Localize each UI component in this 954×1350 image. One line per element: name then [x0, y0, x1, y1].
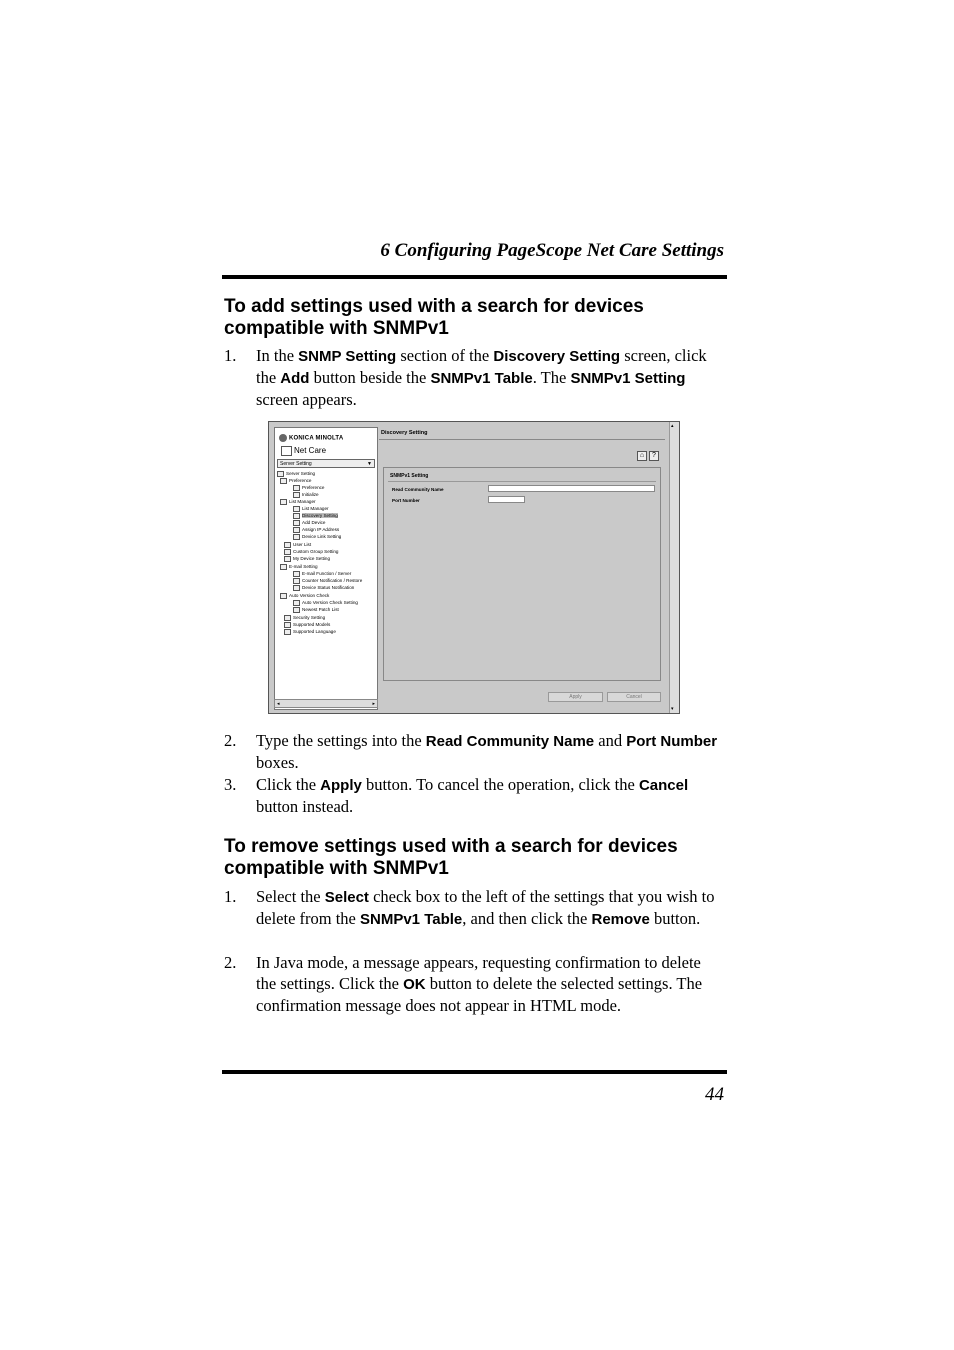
- tree-item[interactable]: E-mail Setting: [280, 564, 318, 570]
- panel-title: Discovery Setting: [381, 430, 428, 436]
- tree-item[interactable]: Add Device: [293, 520, 326, 526]
- tree-item[interactable]: Device Status Notification: [293, 585, 354, 591]
- product-logo: Net Care: [281, 446, 326, 456]
- port-number-input[interactable]: [488, 496, 525, 503]
- tree-item[interactable]: Custom Group Setting: [284, 549, 338, 555]
- page-icon: [293, 527, 300, 533]
- horizontal-scrollbar[interactable]: [274, 699, 378, 708]
- page-icon: [293, 571, 300, 577]
- tree-item[interactable]: Preference: [293, 485, 324, 491]
- page-icon: [293, 585, 300, 591]
- header-rule: [222, 275, 727, 279]
- tree-item[interactable]: Server Setting: [277, 471, 315, 477]
- page-icon: [293, 534, 300, 540]
- scroll-left-icon[interactable]: ◂: [277, 701, 280, 707]
- vertical-scrollbar[interactable]: [669, 422, 679, 713]
- tree-item[interactable]: Device Link Setting: [293, 534, 341, 540]
- brand-logo: KONICA MINOLTA: [279, 434, 343, 442]
- divider: [388, 481, 656, 482]
- page-icon: [293, 492, 300, 498]
- content-pane: [379, 427, 667, 710]
- tree-item[interactable]: Auto Version Check: [280, 593, 329, 599]
- scroll-up-icon[interactable]: ▴: [671, 423, 674, 429]
- tree-item-selected[interactable]: Discovery Setting: [293, 513, 338, 519]
- tree-item[interactable]: User List: [284, 542, 311, 548]
- page-icon: [293, 485, 300, 491]
- section1-step-1: 1. In the SNMP Setting section of the Discovery Setting screen, click the Add button beside the SNMPv1 Table. The SNMPv1 Setting screen appears.: [224, 346, 707, 409]
- apply-button[interactable]: Apply: [548, 692, 603, 702]
- footer-rule: [222, 1070, 727, 1074]
- folder-icon: [280, 593, 287, 599]
- tree-item[interactable]: Newest Patch List: [293, 607, 339, 613]
- scroll-down-icon[interactable]: ▾: [671, 706, 674, 712]
- page-icon: [293, 578, 300, 584]
- navigation-pane: [274, 427, 378, 710]
- folder-icon: [280, 499, 287, 505]
- tree-item[interactable]: Preference: [280, 478, 311, 484]
- lock-icon: [284, 615, 291, 621]
- section1-step-2: 2. Type the settings into the Read Community Name and Port Number boxes.: [224, 731, 718, 772]
- help-icon[interactable]: ?: [649, 451, 659, 461]
- discovery-setting-screenshot: [268, 421, 680, 714]
- page-icon: [284, 622, 291, 628]
- server-setting-select[interactable]: Server Setting ▼: [277, 459, 375, 468]
- tree-item[interactable]: List Manager: [280, 499, 316, 505]
- scroll-right-icon[interactable]: ▸: [372, 701, 375, 707]
- page-icon: [284, 549, 291, 555]
- tree-item[interactable]: My Device Setting: [284, 556, 330, 562]
- read-community-name-input[interactable]: [488, 485, 655, 492]
- cancel-button[interactable]: Cancel: [607, 692, 661, 702]
- section2-step-1: 1. Select the Select check box to the left of the settings that you wish to delete from the SNMPv1 Table, and then click the Remove button.: [224, 887, 715, 928]
- page-icon: [293, 607, 300, 613]
- chapter-header: 6 Configuring PageScope Net Care Settings: [380, 240, 724, 261]
- tree-item[interactable]: List Manager: [293, 506, 329, 512]
- section2-step-2: 2. In Java mode, a message appears, requesting confirmation to delete the settings. Click the OK button to delete the selected settings. The confirmation message does not appear in HTML mode.: [224, 953, 703, 1015]
- section2-heading: To remove settings used with a search for devices compatible with SNMPv1: [224, 836, 678, 879]
- page-icon: [293, 520, 300, 526]
- home-icon[interactable]: ⌂: [637, 451, 647, 461]
- section1-step-3: 3. Click the Apply button. To cancel the operation, click the Cancel button instead.: [224, 775, 689, 816]
- tree-item[interactable]: Supported Language: [284, 629, 336, 635]
- folder-icon: [280, 478, 287, 484]
- pagescope-icon: [281, 446, 292, 456]
- page-icon: [284, 542, 291, 548]
- read-community-name-label: Read Community Name: [392, 487, 444, 492]
- chevron-down-icon: ▼: [367, 461, 372, 467]
- tree-item[interactable]: Assign IP Address: [293, 527, 339, 533]
- tree-item[interactable]: Auto Version Check Setting: [293, 600, 358, 606]
- page-icon: [284, 629, 291, 635]
- port-number-label: Port Number: [392, 498, 420, 503]
- globe-icon: [279, 434, 287, 442]
- snmpv1-setting-box: [383, 467, 661, 681]
- folder-icon: [277, 471, 284, 477]
- divider: [379, 439, 665, 440]
- page-icon: [293, 506, 300, 512]
- tree-item[interactable]: Security Setting: [284, 615, 325, 621]
- page-icon: [293, 600, 300, 606]
- tree-item[interactable]: E-mail Function / Server: [293, 571, 351, 577]
- tree-item[interactable]: Counter Notification / Restore: [293, 578, 362, 584]
- folder-icon: [280, 564, 287, 570]
- page-number: 44: [705, 1084, 724, 1105]
- box-title: SNMPv1 Setting: [390, 473, 429, 479]
- section1-heading: To add settings used with a search for devices compatible with SNMPv1: [224, 296, 644, 339]
- page-icon: [284, 556, 291, 562]
- tree-item[interactable]: Supported Models: [284, 622, 330, 628]
- page-icon: [293, 513, 300, 519]
- tree-item[interactable]: Initialize: [293, 492, 319, 498]
